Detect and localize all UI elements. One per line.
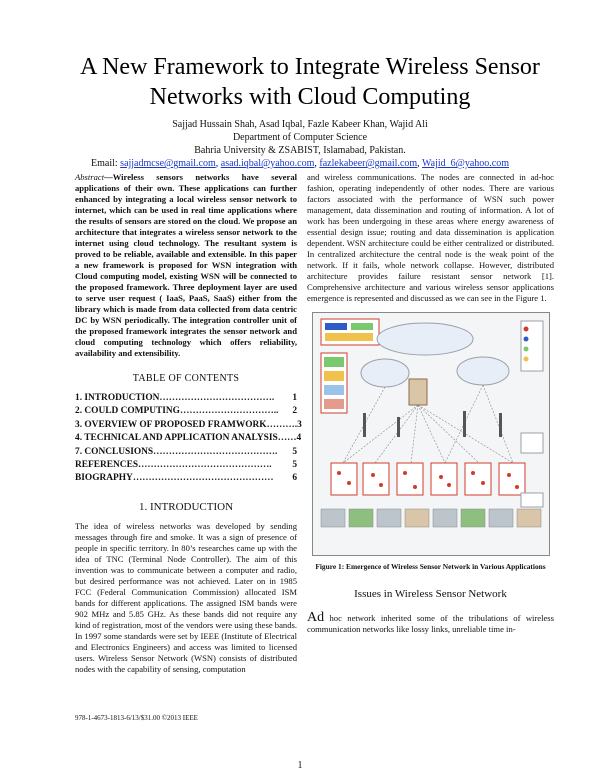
- toc-entry[interactable]: [75, 472, 297, 485]
- author-names: Sajjad Hussain Shah, Asad Iqbal, Fazle Kabeer Khan, Wajid Ali: [172, 119, 428, 130]
- toc-entry-page: 4: [296, 433, 302, 444]
- figure-1-diagram: [312, 312, 550, 556]
- toc-entry-page: 6: [292, 473, 297, 484]
- toc-entry-page: 3: [297, 419, 302, 430]
- toc-entry-page: 2: [292, 406, 297, 417]
- toc-entry-leader: ……….: [266, 419, 298, 430]
- abstract-text: —Wireless sensors networks have several applications of their own. These applications can further enhanced by integrating a local wireless sensor network to internet, which can be used in real time applications where the results of sensors are stored on the cloud. We propose an architecture that integrates a wireless sensor network to the internet using cloud technology. The resultant system is proved to be reliable, available and extensible. In this paper a new framework is proposed for WSN integration with Cloud computing model, existing WSN will be connected to the proposed framework. Three deployment layer are used to serve user request ( IaaS, PaaS, SaaS) either from the library which is made from data collected from data centric DC by WSN periodically. The integration controller unit of the proposed framework integrates the sensor network and cloud computing technology which offers reliability, availability and extensibility.: [75, 172, 297, 358]
- issues-body: hoc network inherited some of the tribulations of wireless communication networks like lossy links, unreliable time in-: [307, 613, 554, 634]
- toc-entry[interactable]: [75, 432, 302, 445]
- toc-entry-page: 5: [292, 460, 297, 471]
- left-column: [75, 172, 302, 675]
- toc-entry-label: REFERENCES: [75, 460, 139, 471]
- figure-caption: Figure 1: Emergence of Wireless Sensor Network in Various Applications: [315, 562, 546, 571]
- toc-entry-page: 1: [292, 393, 297, 403]
- email-link-1[interactable]: sajjadmcse@gmail.com: [120, 158, 216, 169]
- title-line-1: A New Framework to Integrate Wireless Sensor: [80, 54, 540, 80]
- right-column: [307, 172, 554, 635]
- department: Department of Computer Science: [232, 132, 368, 143]
- author-block: [60, 118, 540, 170]
- email-label: Email:: [91, 158, 118, 169]
- toc-entry[interactable]: [75, 459, 297, 472]
- right-column-text: and wireless communications. The nodes are connected in ad-hoc fashion, operating independently of other nodes. There are various factors associated with the performance of WSN such power management, data dissemination and routing of information. A lot of work has been undergoing in these areas where energy awareness of essential design issue; routing and data dissemination is application dependent. WSN architecture could be either centralized or distributed. In centralized architecture the central node is the weak point of the network. If it fails, whole network collapse. However, distributed architecture provides failure resistant sensor network [1]. Comprehensive architecture and various wireless sensor applications emergence is represented and discussed as we can see in the Figure 1.: [307, 172, 554, 303]
- issues-text: [307, 612, 554, 635]
- toc-entry-label: 1. INTRODUCTION: [75, 393, 160, 403]
- toc-entry[interactable]: [75, 446, 297, 459]
- toc-entry-label: BIOGRAPHY: [75, 473, 133, 484]
- title-line-2: Networks with Cloud Computing: [149, 84, 471, 110]
- table-of-contents: [75, 392, 302, 486]
- university: Bahria University & ZSABIST, Islamabad, Pakistan.: [194, 145, 406, 156]
- paper-title: [60, 52, 560, 112]
- toc-entry-label: 7. CONCLUSIONS: [75, 446, 154, 457]
- email-link-2[interactable]: asad.iqbal@yahoo.com: [220, 158, 315, 169]
- toc-entry-label: 2. COULD COMPUTING: [75, 406, 180, 417]
- toc-entry-leader: ……: [277, 433, 297, 444]
- email-link-4[interactable]: Wajid_6@yahoo.com: [422, 158, 509, 169]
- toc-entry-page: 5: [292, 446, 297, 457]
- wsn-architecture-illustration: [313, 313, 549, 555]
- page-number: 1: [297, 760, 303, 771]
- email-line: Email: sajjadmcse@gmail.com, asad.iqbal@yahoo.com, fazlekabeer@gmail.com, Wajid_6@yahoo.com: [91, 158, 509, 169]
- toc-entry[interactable]: [75, 392, 297, 405]
- toc-entry-leader: ………………………………….: [153, 446, 278, 457]
- introduction-heading: 1. INTRODUCTION: [138, 500, 234, 513]
- toc-entry-leader: ……………………………….: [159, 393, 275, 403]
- toc-entry[interactable]: [75, 405, 297, 418]
- introduction-text: The idea of wireless networks was developed by sending messages through fire and smoke. It was a sign of presence of people in specific territory. In 80’s researches came up with the idea of TNC (Terminal Node Controller). The aim of this invention was to communicate between a computer and radio, but desired performance was not achieved. Later on in 1985 FCC (Federal Communication Commission) allocated ISM bands for different applications. The assigned ISM bands were 902 MHz and 5.85 GHz. As these bands did not require any kind of registration, most of the vendors were using these bands. In 1997 some standards were set by IEEE (Institute of Electrical and Electronics Engineers) and access was limited to licensed users. Wireless Sensor Network (WSN) consists of distributed nodes with the capability of sensing, computation: [75, 520, 297, 674]
- toc-title: TABLE OF CONTENTS: [132, 373, 240, 384]
- toc-entry-leader: …………………………………….: [138, 460, 272, 471]
- toc-entry-label: 4. TECHNICAL AND APPLICATION ANALYSIS: [75, 433, 278, 444]
- toc-entry[interactable]: [75, 419, 302, 432]
- issues-dropcap: Ad: [307, 610, 325, 625]
- toc-entry-leader: …………………………..: [179, 406, 279, 417]
- toc-entry-label: 3. OVERVIEW OF PROPOSED FRAMWORK: [75, 419, 267, 430]
- abstract-lead: Abstract: [75, 172, 105, 182]
- abstract: [75, 172, 297, 359]
- email-link-3[interactable]: fazlekabeer@gmail.com: [319, 158, 418, 169]
- toc-entry-leader: ………………………………………: [132, 473, 274, 484]
- copyright-footer: 978-1-4673-1813-6/13/$31.00 ©2013 IEEE: [75, 714, 198, 722]
- issues-heading: Issues in Wireless Sensor Network: [354, 588, 507, 600]
